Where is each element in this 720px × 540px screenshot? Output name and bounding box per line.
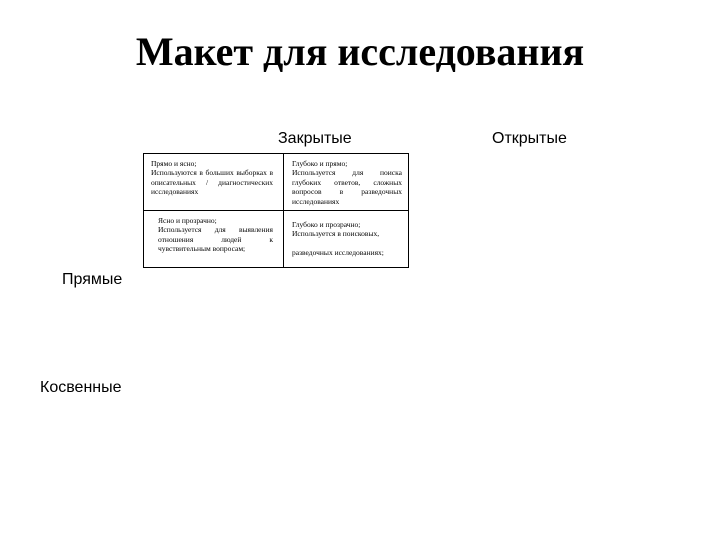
row-header-indirect: Косвенные <box>40 379 122 396</box>
cell-indirect-open: Глубоко и прозрачно; Используется в поисковых, разведочных исследованиях; <box>292 220 384 258</box>
cell-direct-open: Глубоко и прямо; Используется для поиска глубоких ответов, сложных вопросов в разведочных исследованиях <box>292 159 402 206</box>
page-title: Макет для исследования <box>135 29 585 74</box>
cell-direct-closed: Прямо и ясно; Используются в больших выборках в описательных / диагностических исследованиях <box>151 159 273 197</box>
column-header-open: Открытые <box>492 130 567 147</box>
cell-indirect-closed: Ясно и прозрачно; Используется для выявления отношения людей к чувствительным вопросам; <box>158 216 273 254</box>
column-header-closed: Закрытые <box>278 130 352 147</box>
research-matrix <box>143 153 409 268</box>
matrix-horizontal-divider <box>144 210 408 211</box>
row-header-direct: Прямые <box>62 271 123 288</box>
